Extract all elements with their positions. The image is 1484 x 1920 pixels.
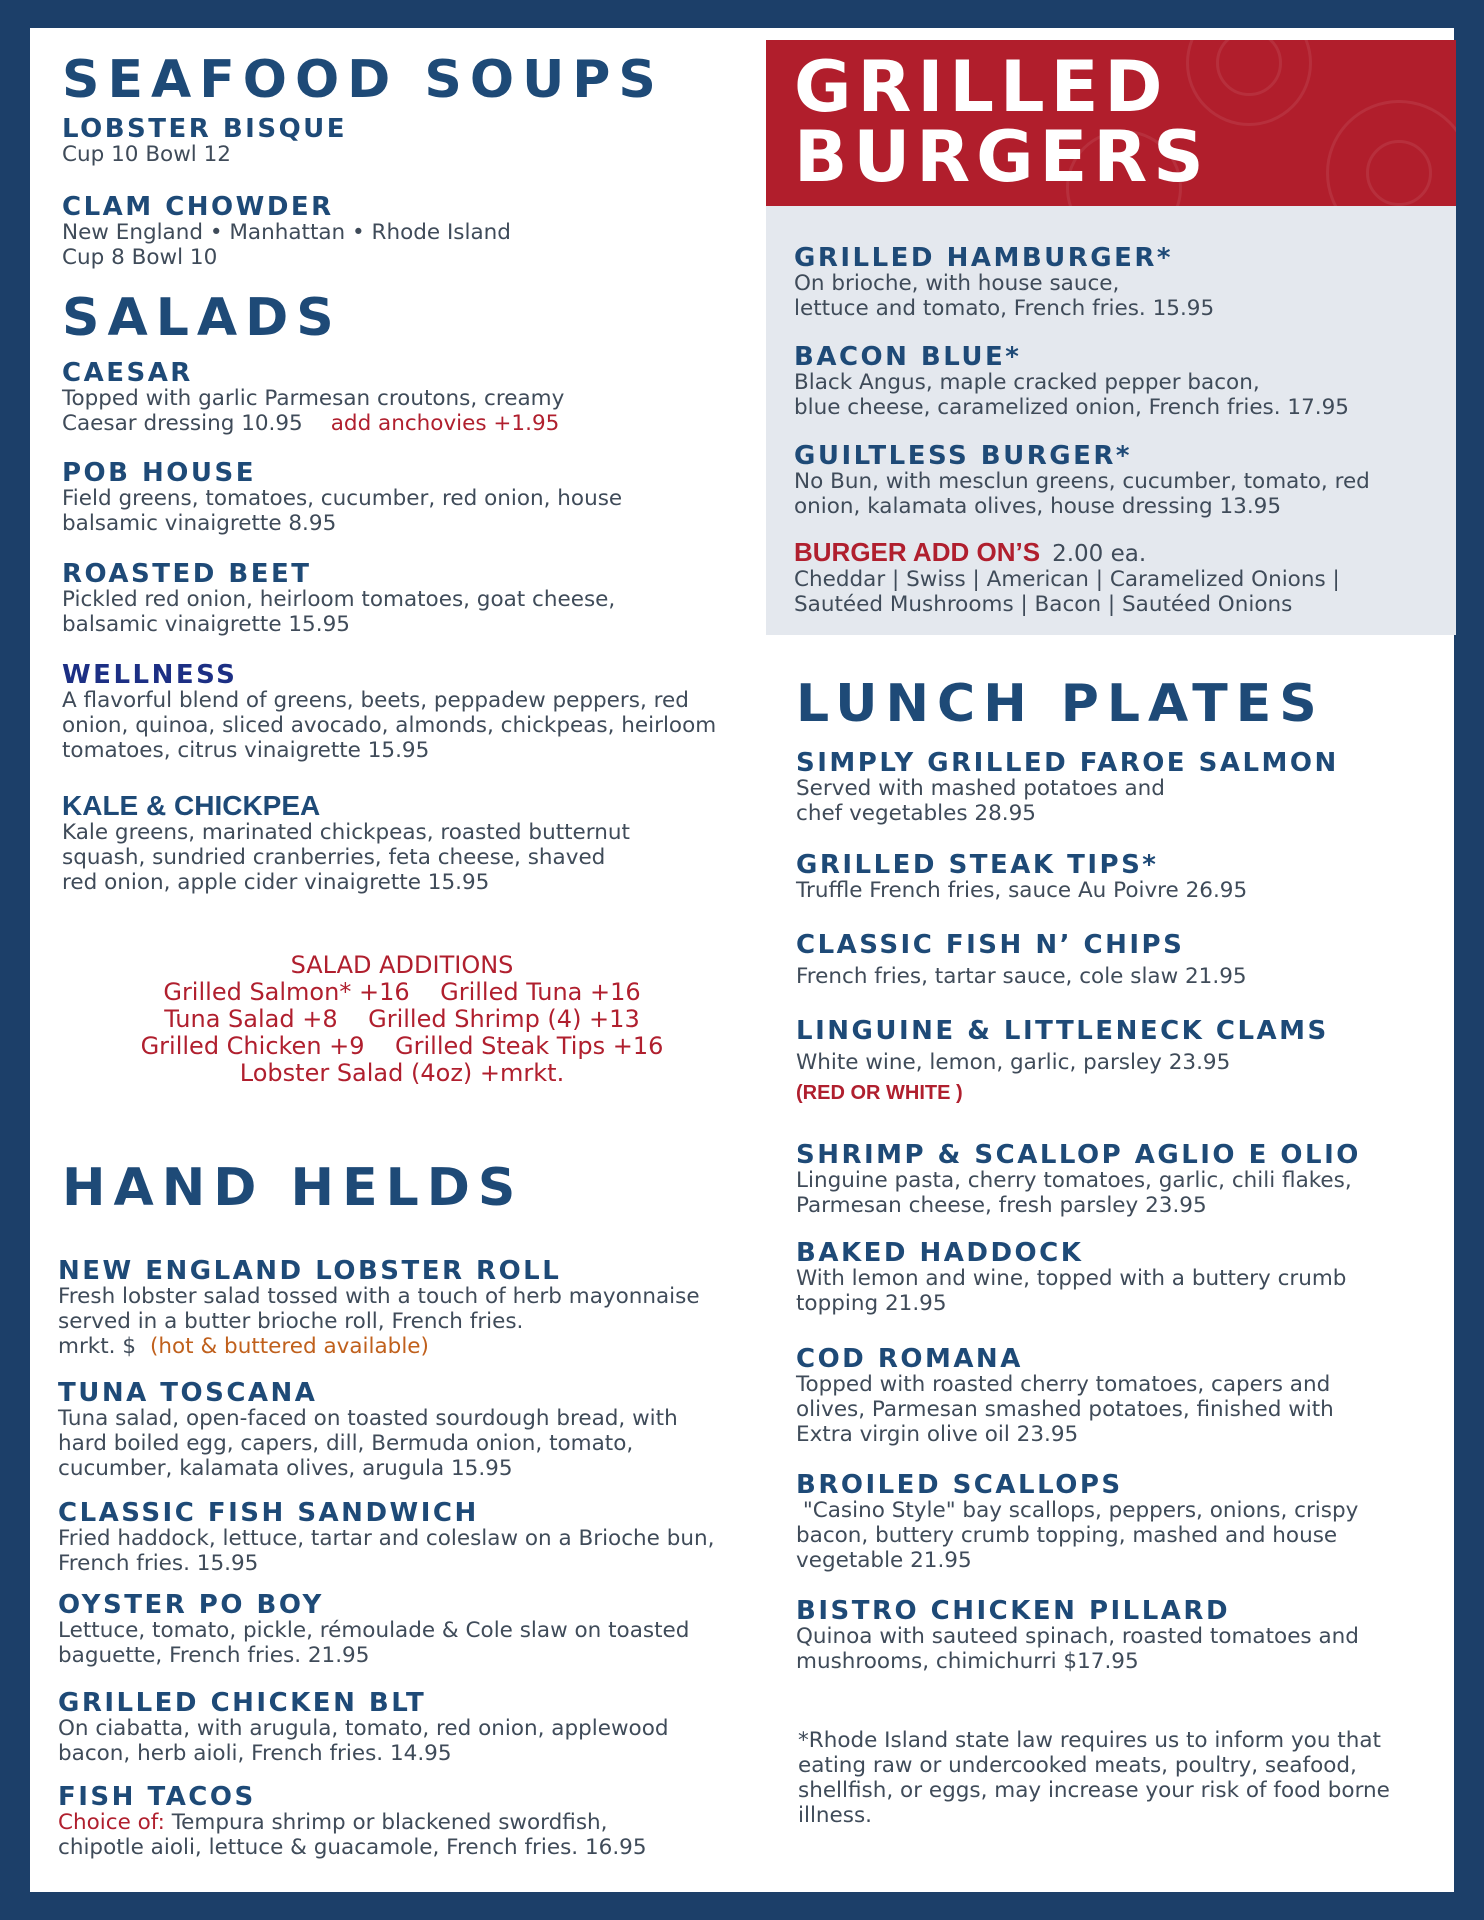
item-desc: Quinoa with sauteed spinach, roasted tomatoes and: [796, 1624, 1359, 1649]
item-desc: bacon, herb aioli, French fries. 14.95: [58, 1741, 452, 1766]
menu-item-new-england-lobster-roll: [58, 1258, 762, 1359]
item-desc: New England • Manhattan • Rhode Island: [62, 220, 511, 245]
item-desc: A flavorful blend of greens, beets, peppadew peppers, red: [62, 688, 689, 713]
menu-item-grilled-hamburger: [794, 245, 1456, 321]
item-desc: On ciabatta, with arugula, tomato, red onion, applewood: [58, 1716, 669, 1741]
item-desc: chef vegetables 28.95: [796, 801, 1036, 826]
addons-price: 2.00 ea.: [1052, 541, 1147, 567]
item-desc: Topped with garlic Parmesan croutons, creamy: [62, 386, 565, 411]
salad-additions-line: Lobster Salad (4oz) +mrkt.: [239, 1059, 565, 1087]
menu-item-baked-haddock: [796, 1240, 1456, 1316]
salad-additions-line: Grilled Chicken +9 Grilled Steak Tips +16: [140, 1032, 664, 1060]
menu-item-grilled-chicken-blt: [58, 1690, 762, 1766]
item-desc: Black Angus, maple cracked pepper bacon,: [794, 370, 1260, 395]
item-desc: hard boiled egg, capers, dill, Bermuda onion, tomato,: [58, 1431, 634, 1456]
item-title: ROASTED BEET: [62, 559, 312, 589]
item-desc: Lettuce, tomato, pickle, rémoulade & Cole slaw on toasted: [58, 1618, 690, 1643]
item-desc: vegetable 21.95: [796, 1548, 972, 1573]
menu-item-grilled-steak-tips: [796, 852, 1456, 903]
addons-header-line: [794, 537, 1456, 567]
item-title: CLAM CHOWDER: [62, 192, 334, 222]
item-desc: balsamic vinaigrette 8.95: [62, 511, 337, 536]
hand-helds-heading: HAND HELDS: [62, 1158, 524, 1218]
salad-additions: [62, 952, 742, 1087]
item-desc: olives, Parmesan smashed potatoes, finished with: [796, 1397, 1334, 1422]
item-desc: Cheddar | Swiss | American | Caramelized Onions |: [794, 567, 1340, 592]
item-title: NEW ENGLAND LOBSTER ROLL: [58, 1256, 562, 1286]
item-title: TUNA TOSCANA: [58, 1378, 318, 1408]
item-desc: Fried haddock, lettuce, tartar and coleslaw on a Brioche bun,: [58, 1526, 715, 1551]
item-desc: Parmesan cheese, fresh parsley 23.95: [796, 1193, 1207, 1218]
item-desc: No Bun, with mesclun greens, cucumber, tomato, red: [794, 469, 1370, 494]
item-desc: With lemon and wine, topped with a buttery crumb: [796, 1266, 1347, 1291]
salad-additions-line: Tuna Salad +8 Grilled Shrimp (4) +13: [164, 1005, 640, 1033]
menu-item-broiled-scallops: [796, 1472, 1456, 1573]
item-title: FISH TACOS: [58, 1782, 256, 1812]
disclaimer-line: illness.: [798, 1803, 873, 1828]
item-title: KALE & CHICKPEA: [62, 790, 321, 821]
item-title: CLASSIC FISH N’ CHIPS: [796, 930, 1185, 960]
lunch-plates-heading: LUNCH PLATES: [796, 674, 1325, 734]
item-note: (RED OR WHITE ): [796, 1082, 963, 1104]
item-desc-line: [58, 1334, 762, 1359]
item-title: LINGUINE & LITTLENECK CLAMS: [796, 1016, 1329, 1046]
menu-item-simply-grilled-faroe-salmon: [796, 750, 1456, 826]
item-desc: Topped with roasted cherry tomatoes, capers and: [796, 1372, 1331, 1397]
item-desc: lettuce and tomato, French fries. 15.95: [794, 296, 1215, 321]
burger-add-ons: [794, 537, 1456, 617]
burgers-panel: [766, 40, 1456, 635]
item-desc: onion, kalamata olives, house dressing 13.95: [794, 494, 1282, 519]
seafood-soups-heading: SEAFOOD SOUPS: [62, 50, 664, 110]
item-desc: baguette, French fries. 21.95: [58, 1643, 370, 1668]
item-title: SHRIMP & SCALLOP AGLIO E OLIO: [796, 1140, 1361, 1170]
item-desc: tomatoes, citrus vinaigrette 15.95: [62, 738, 430, 763]
menu-item-classic-fish-n-chips: [796, 932, 1456, 989]
item-title: BISTRO CHICKEN PILLARD: [796, 1596, 1231, 1626]
item-desc: White wine, lemon, garlic, parsley 23.95: [796, 1050, 1231, 1075]
item-desc: squash, sundried cranberries, feta cheese, shaved: [62, 845, 606, 870]
item-desc: Linguine pasta, cherry tomatoes, garlic, chili flakes,: [796, 1168, 1352, 1193]
item-desc: topping 21.95: [796, 1291, 947, 1316]
menu-item-bistro-chicken-pillard: [796, 1598, 1456, 1674]
menu-item-linguine-littleneck-clams: [796, 1018, 1456, 1106]
item-title: BROILED SCALLOPS: [796, 1470, 1123, 1500]
item-extra: add anchovies +1.95: [330, 411, 560, 436]
item-title: COD ROMANA: [796, 1344, 1023, 1374]
item-lead: Choice of:: [58, 1810, 165, 1835]
item-note: (hot & buttered available): [150, 1334, 429, 1359]
item-title: CLASSIC FISH SANDWICH: [58, 1498, 479, 1528]
item-desc: Field greens, tomatoes, cucumber, red onion, house: [62, 486, 623, 511]
burgers-banner: [766, 40, 1456, 206]
item-desc: Kale greens, marinated chickpeas, roasted butternut: [62, 820, 630, 845]
heading-line: GRILLED: [794, 46, 1169, 128]
item-desc: Extra virgin olive oil 23.95: [796, 1422, 1079, 1447]
menu-item-oyster-po-boy: [58, 1592, 762, 1668]
item-title: GRILLED HAMBURGER*: [794, 243, 1173, 273]
item-desc: Served with mashed potatoes and: [796, 776, 1165, 801]
addons-heading: BURGER ADD ON’S: [794, 537, 1041, 567]
item-desc: balsamic vinaigrette 15.95: [62, 612, 350, 637]
item-desc: Sautéed Mushrooms | Bacon | Sautéed Onions: [794, 592, 1293, 617]
item-desc: served in a butter brioche roll, French fries.: [58, 1309, 524, 1334]
menu-item-tuna-toscana: [58, 1380, 762, 1481]
item-title: OYSTER PO BOY: [58, 1590, 324, 1620]
item-title: WELLNESS: [62, 660, 238, 690]
disclaimer-line: eating raw or undercooked meats, poultry, seafood,: [798, 1753, 1357, 1778]
item-desc: French fries. 15.95: [58, 1551, 259, 1576]
item-desc: chipotle aioli, lettuce & guacamole, French fries. 16.95: [58, 1835, 647, 1860]
item-desc: bacon, buttery crumb topping, mashed and house: [796, 1523, 1338, 1548]
item-desc: onion, quinoa, sliced avocado, almonds, chickpeas, heirloom: [62, 713, 717, 738]
item-desc: mushrooms, chimichurri $17.95: [796, 1649, 1139, 1674]
menu-item-guiltless-burger: [794, 443, 1456, 519]
swirl-pattern: [1366, 140, 1432, 206]
item-title: POB HOUSE: [62, 458, 256, 488]
item-desc: Fresh lobster salad tossed with a touch of herb mayonnaise: [58, 1284, 700, 1309]
item-desc: cucumber, kalamata olives, arugula 15.95: [58, 1456, 513, 1481]
item-desc-line: [58, 1810, 762, 1835]
menu-item-kale-chickpea: [62, 792, 762, 895]
item-price: mrkt. $: [58, 1334, 137, 1359]
menu-item-caesar: [62, 360, 762, 436]
item-title: BAKED HADDOCK: [796, 1238, 1084, 1268]
heading-line: BURGERS: [794, 116, 1210, 198]
menu-item-fish-tacos: [58, 1784, 762, 1860]
item-desc: Cup 8 Bowl 10: [62, 245, 218, 270]
item-desc: Truffle French fries, sauce Au Poivre 26.95: [796, 878, 1248, 903]
menu-item-shrimp-scallop-aglio-e-olio: [796, 1142, 1456, 1218]
item-desc: On brioche, with house sauce,: [794, 271, 1120, 296]
item-title: BACON BLUE*: [794, 342, 1022, 372]
item-title: LOBSTER BISQUE: [62, 114, 348, 144]
item-desc: French fries, tartar sauce, cole slaw 21.95: [796, 964, 1247, 989]
item-desc: blue cheese, caramelized onion, French fries. 17.95: [794, 395, 1349, 420]
disclaimer-line: shellfish, or eggs, may increase your risk of food borne: [798, 1778, 1390, 1803]
grilled-burgers-heading: [794, 46, 1210, 198]
item-title: GRILLED CHICKEN BLT: [58, 1688, 427, 1718]
item-desc: Caesar dressing 10.95: [62, 411, 303, 436]
item-title: CAESAR: [62, 358, 193, 388]
item-desc: Tuna salad, open-faced on toasted sourdough bread, with: [58, 1406, 678, 1431]
salad-additions-heading: SALAD ADDITIONS: [290, 951, 514, 979]
menu-item-cod-romana: [796, 1346, 1456, 1447]
menu-item-clam-chowder: [62, 194, 762, 270]
item-desc: "Casino Style" bay scallops, peppers, onions, crispy: [796, 1498, 1359, 1523]
menu-item-pob-house: [62, 460, 762, 536]
item-desc: Tempura shrimp or blackened swordfish,: [164, 1810, 608, 1835]
item-title: SIMPLY GRILLED FAROE SALMON: [796, 748, 1339, 778]
disclaimer-line: *Rhode Island state law requires us to inform you that: [798, 1728, 1381, 1753]
item-desc: Cup 10 Bowl 12: [62, 142, 231, 167]
menu-item-wellness: [62, 662, 762, 763]
salad-additions-line: Grilled Salmon* +16 Grilled Tuna +16: [163, 978, 641, 1006]
food-safety-disclaimer: [798, 1728, 1456, 1828]
menu-item-roasted-beet: [62, 561, 762, 637]
item-desc: Pickled red onion, heirloom tomatoes, goat cheese,: [62, 587, 616, 612]
menu-item-classic-fish-sandwich: [58, 1500, 762, 1576]
item-desc-line: [62, 411, 762, 436]
menu-item-lobster-bisque: [62, 116, 762, 167]
menu-item-bacon-blue: [794, 344, 1456, 420]
item-title: GUILTLESS BURGER*: [794, 441, 1132, 471]
item-desc: red onion, apple cider vinaigrette 15.95: [62, 870, 490, 895]
salads-heading: SALADS: [62, 288, 342, 348]
item-title: GRILLED STEAK TIPS*: [796, 850, 1159, 880]
